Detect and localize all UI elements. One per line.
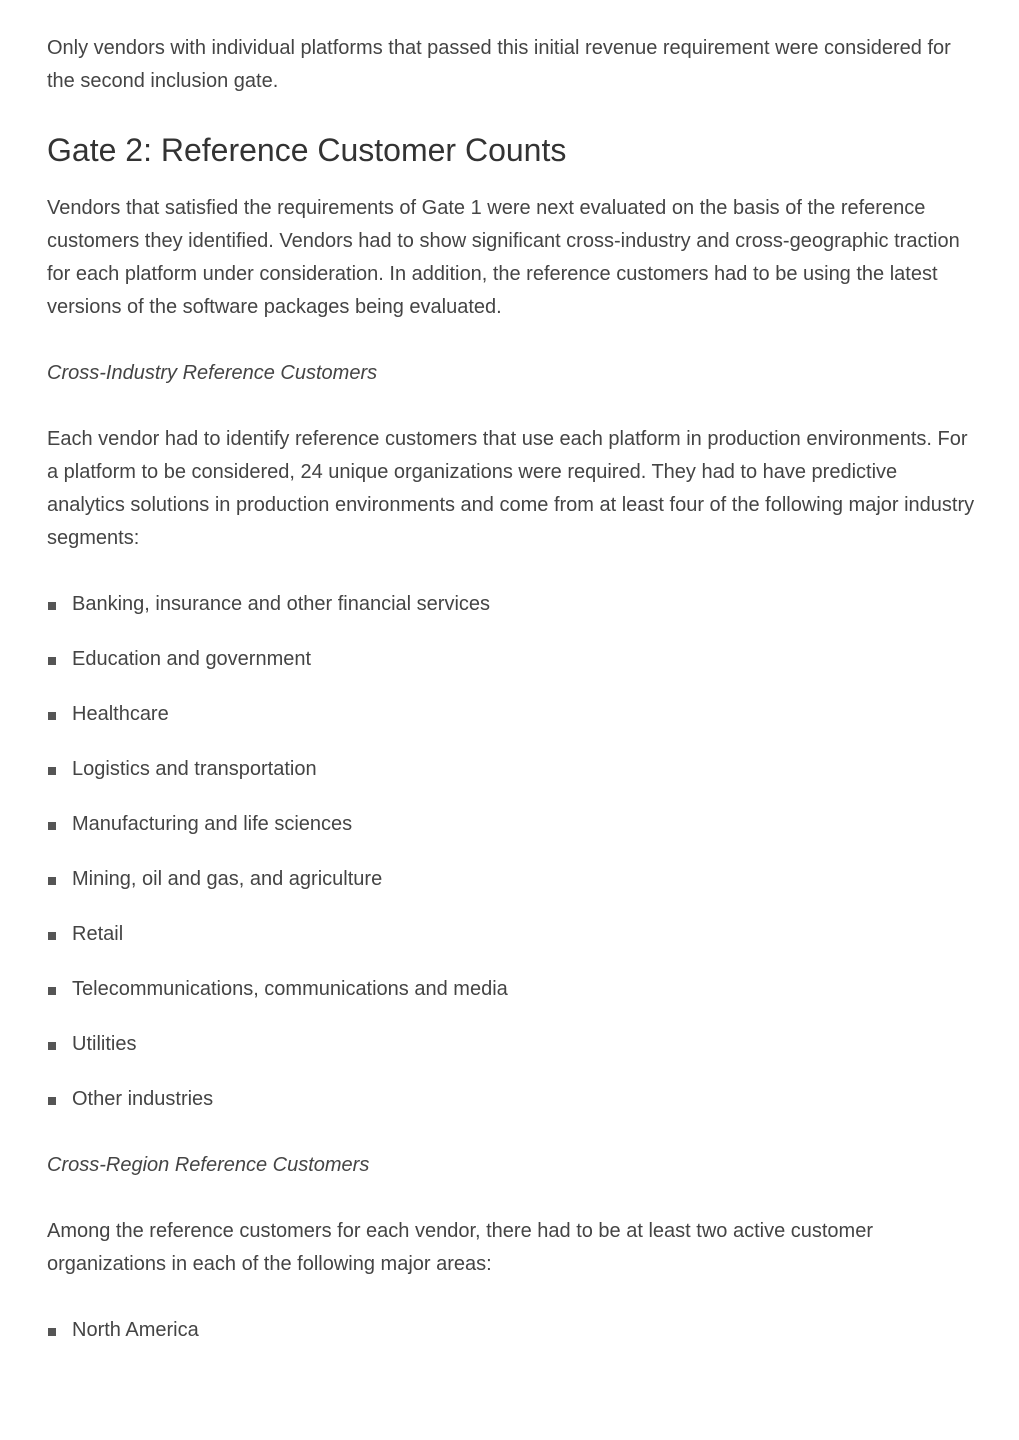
list-item: North America	[47, 1314, 977, 1347]
paragraph: Among the reference customers for each vendor, there had to be at least two active customer organizations in each of the following major areas:	[47, 1220, 873, 1275]
list-item: Mining, oil and gas, and agriculture	[47, 863, 977, 896]
list-item: Utilities	[47, 1028, 977, 1061]
list-item: Other industries	[47, 1083, 977, 1116]
list-item: Logistics and transportation	[47, 753, 977, 786]
list-item: Education and government	[47, 643, 977, 676]
list-item: Banking, insurance and other financial services	[47, 588, 977, 621]
subheading: Cross-Industry Reference Customers	[47, 362, 378, 384]
subheading: Cross-Region Reference Customers	[47, 1154, 370, 1176]
list-item: Healthcare	[47, 698, 977, 731]
list-item: Manufacturing and life sciences	[47, 808, 977, 841]
paragraph: Each vendor had to identify reference customers that use each platform in production environments. For a platform to be considered, 24 unique organizations were required. They had to have predictive analytics solutions in production environments and come from at least four of the following major industry segments:	[47, 428, 975, 549]
intro-paragraph: Only vendors with individual platforms that passed this initial revenue requirement were considered for the second inclusion gate.	[47, 37, 951, 92]
list-item: Telecommunications, communications and media	[47, 973, 977, 1006]
paragraph: Vendors that satisfied the requirements of Gate 1 were next evaluated on the basis of the reference customers they identified. Vendors had to show significant cross-industry and cross-geographic traction for each platform under consideration. In addition, the reference customers had to be using the latest versions of the software packages being evaluated.	[47, 197, 960, 318]
industry-list	[47, 588, 977, 1116]
section-heading: Gate 2: Reference Customer Counts	[47, 132, 567, 168]
document-body	[47, 0, 977, 1369]
list-item: Retail	[47, 918, 977, 951]
region-list	[47, 1314, 977, 1347]
